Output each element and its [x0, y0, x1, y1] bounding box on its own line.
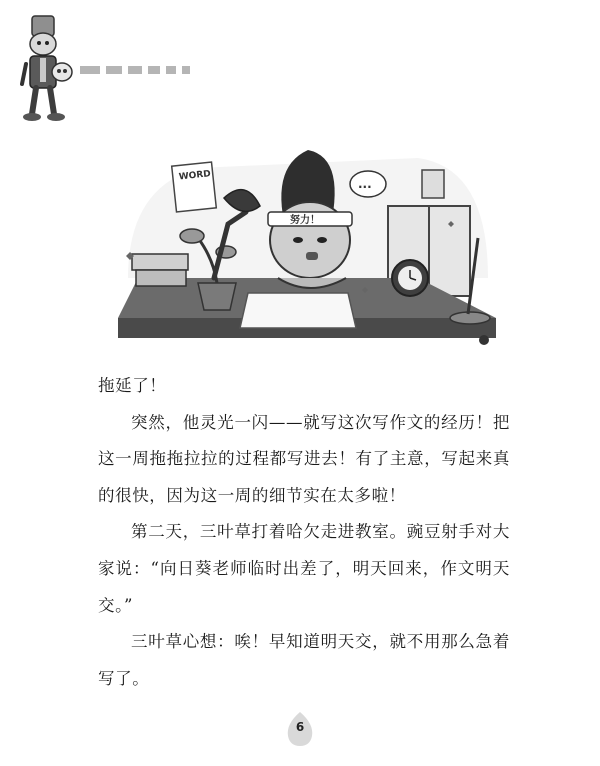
- speech-bubble: [350, 171, 386, 197]
- paragraph-2: 突然，他灵光一闪——就写这次写作文的经历！把这一周拖拖拉拉的过程都写进去！有了主意，写起来真的很快，因为这一周的细节实在太多啦！: [98, 412, 510, 505]
- paragraph-4: 三叶草心想：唉！早知道明天交，就不用那么急着写了。: [98, 632, 510, 688]
- speech-bubble-text: ...: [358, 177, 372, 191]
- headband-text: 努力！: [290, 215, 320, 226]
- page-number: 6: [295, 720, 305, 734]
- paragraph-3: 第二天，三叶草打着哈欠走进教室。豌豆射手对大家说：“向日葵老师临时出差了，明天回来，作文明天交。”: [98, 522, 510, 615]
- poster-text: WORD: [178, 169, 212, 183]
- zombie-carrying-skull-icon: [18, 14, 80, 124]
- word-poster: [172, 162, 217, 212]
- paragraph-1: 拖延了！: [98, 376, 167, 395]
- header-dash-bar: [80, 66, 190, 74]
- story-text: [98, 368, 510, 697]
- peashooter-studying-at-desk-illustration: [118, 128, 496, 350]
